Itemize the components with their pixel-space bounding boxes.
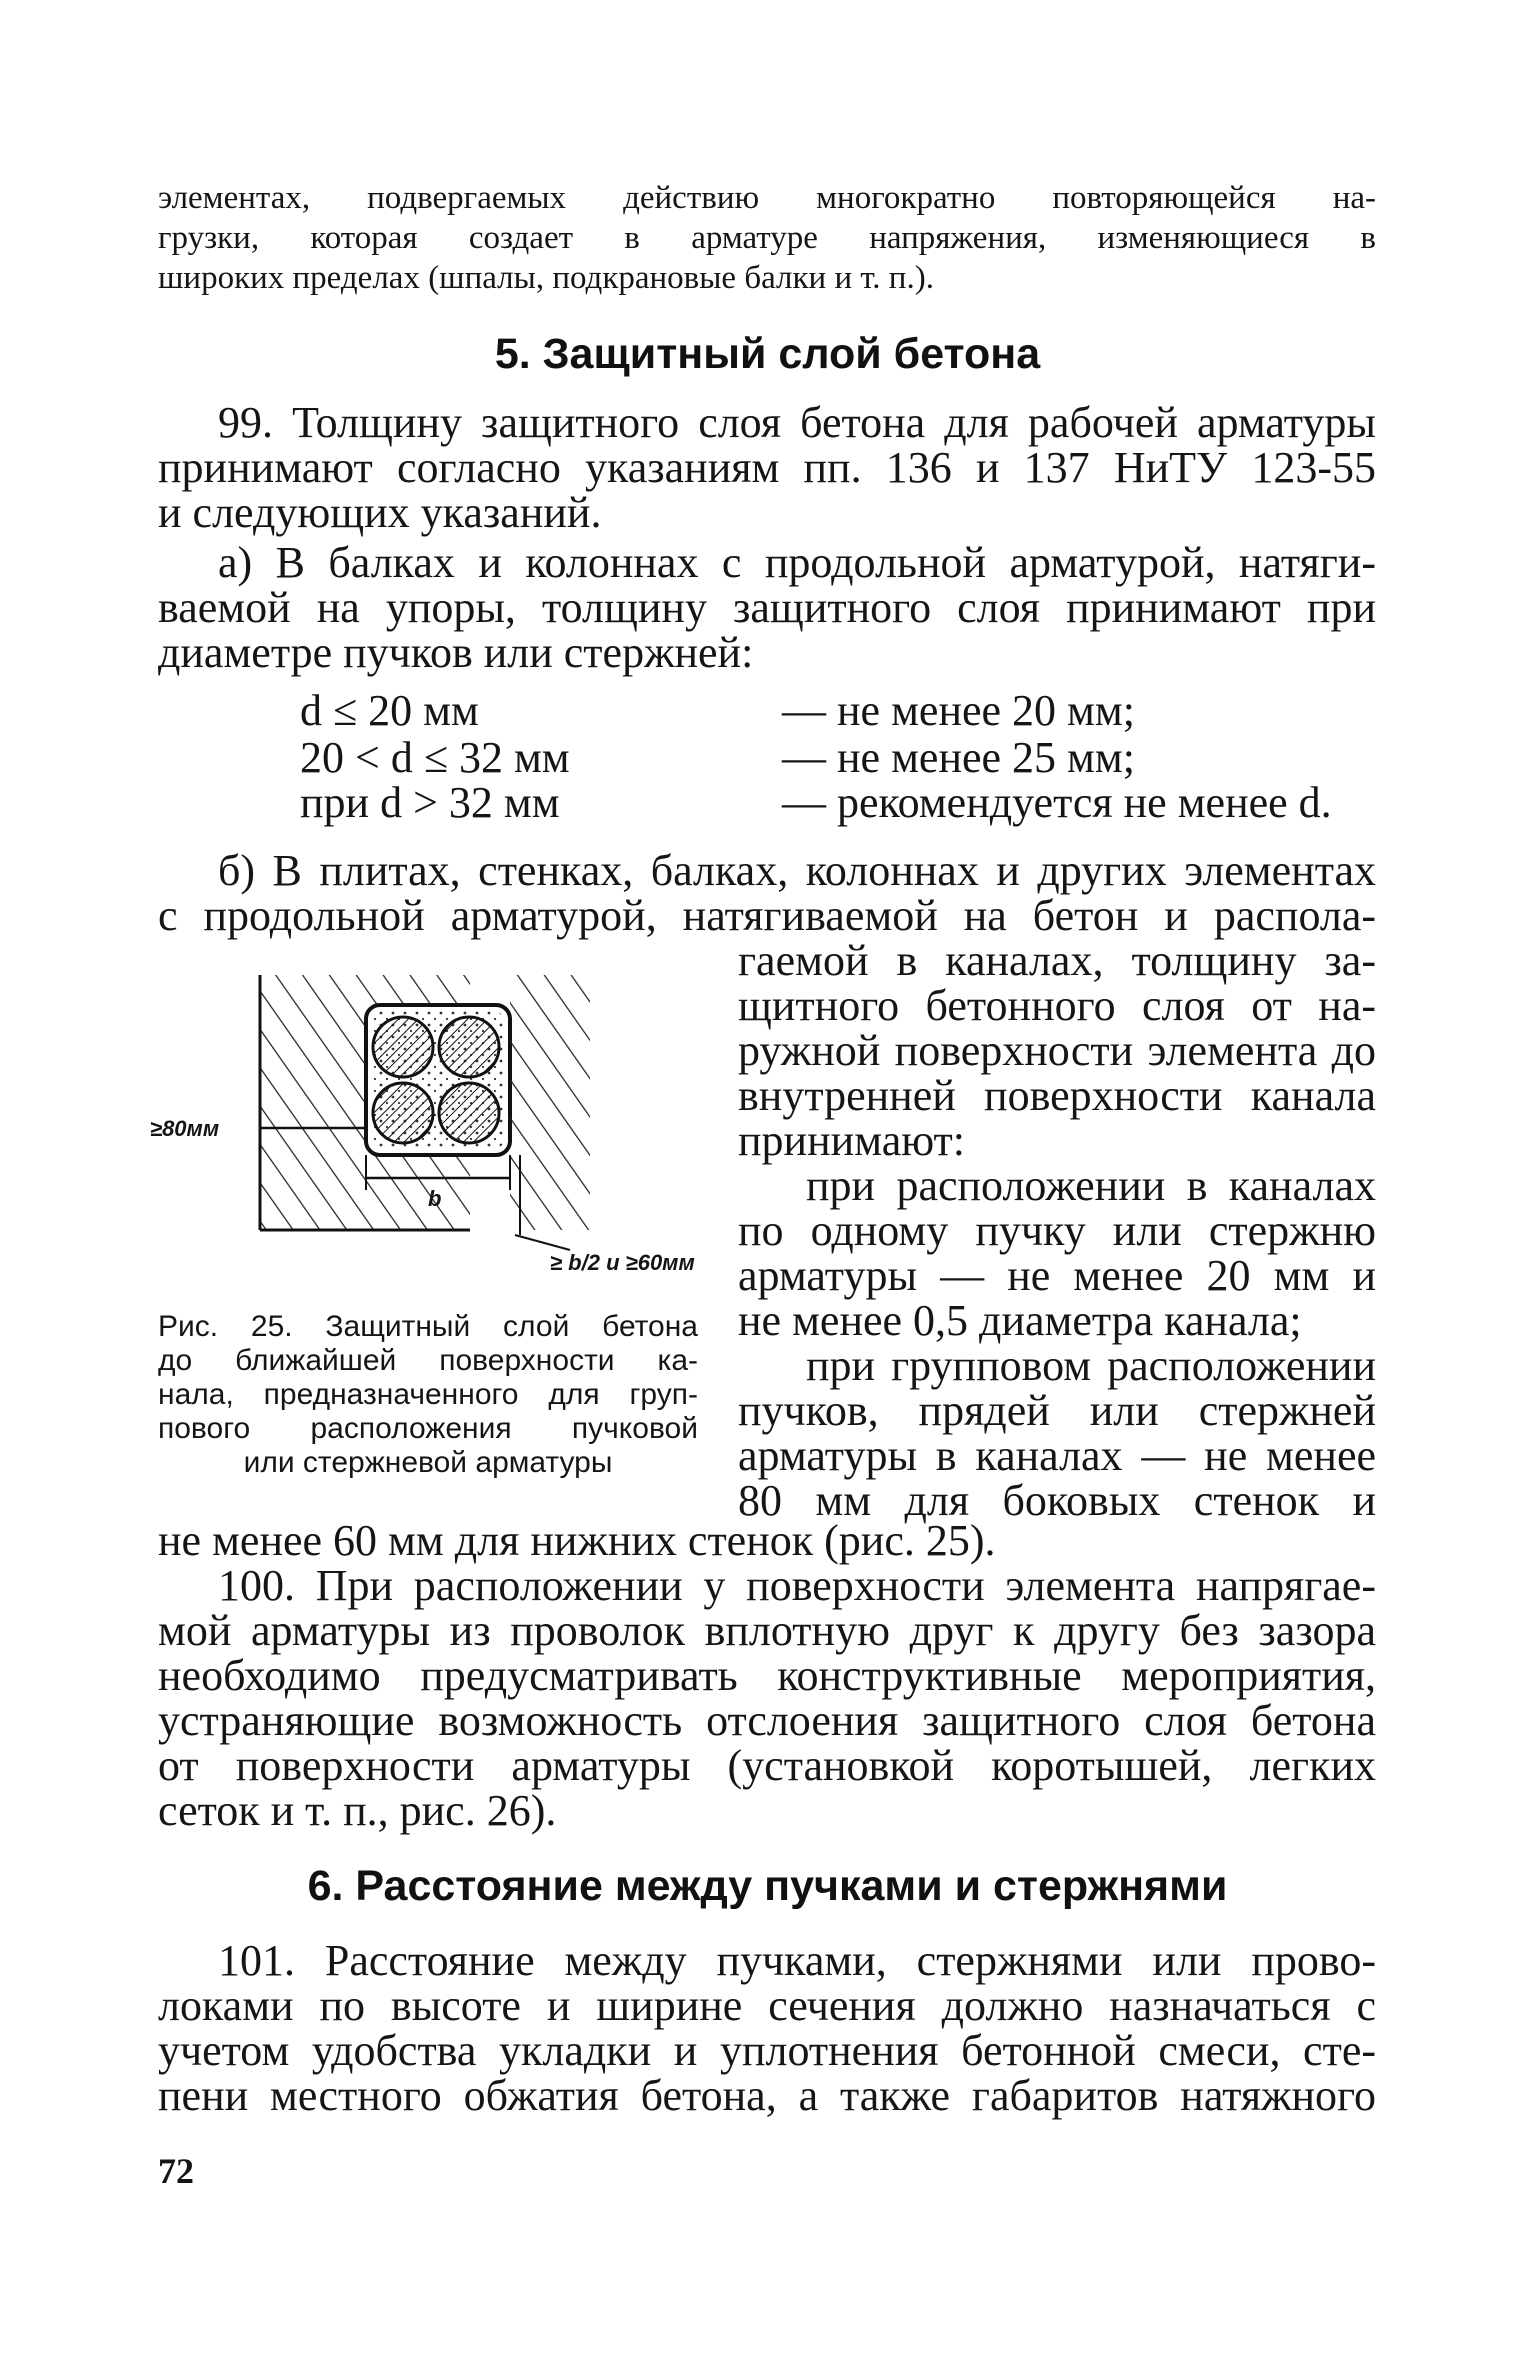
continued-paragraph [158, 178, 1376, 298]
paragraph-100 [158, 1563, 1376, 1833]
text-line: 101. Расстояние между пучками, стержнями или прово- [218, 1936, 1376, 1985]
condition-2: 20 < d ≤ 32 мм [300, 733, 570, 782]
section-heading: 5. Защитный слой бетона [494, 330, 1041, 378]
label-60mm: ≥ b/2 и ≥60мм [550, 1250, 695, 1275]
caption-line: Рис. 25. Защитный слой бетона [158, 1310, 698, 1343]
text-line: щитного бетонного слоя от на- [738, 981, 1376, 1030]
text-line: учетом удобства укладки и уплотнения бетонной смеси, сте- [158, 2026, 1376, 2075]
paragraph-101 [158, 1938, 1376, 2118]
text-line: пени местного обжатия бетона, а также габаритов натяжного [158, 2071, 1376, 2120]
text-line: ваемой на упоры, толщину защитного слоя принимают при [158, 583, 1376, 632]
bundle [373, 1017, 433, 1077]
section-heading: 6. Расстояние между пучками и стержнями [307, 1862, 1228, 1910]
text-line: пучков, прядей или стержней [738, 1386, 1376, 1435]
text-line: с продольной арматурой, натягиваемой на бетон и распола- [158, 891, 1376, 940]
text-line: устраняющие возможность отслоения защитного слоя бетона [158, 1696, 1376, 1745]
condition-1: d ≤ 20 мм [300, 686, 479, 735]
text-line: 99. Толщину защитного слоя бетона для рабочей арматуры [218, 398, 1376, 447]
result-2: — не менее 25 мм; [782, 733, 1135, 782]
paragraph-99 [158, 400, 1376, 535]
result-1: — не менее 20 мм; [782, 686, 1135, 735]
text-line: а) В балках и колоннах с продольной арматурой, натяги- [218, 538, 1376, 587]
text-line: по одному пучку или стержню [738, 1206, 1376, 1255]
caption-line: до ближайшей поверхности ка- [158, 1344, 698, 1377]
figure-25 [150, 950, 710, 1290]
bundle [439, 1083, 499, 1143]
text-line: мой арматуры из проволок вплотную друг к другу без зазора [158, 1606, 1376, 1655]
caption-line: или стержневой арматуры [243, 1446, 613, 1479]
paragraph-a [158, 540, 1376, 675]
text-line: принимают согласно указаниям пп. 136 и 137 НиТУ 123-55 [158, 443, 1376, 492]
paragraph-b-end [158, 1518, 1376, 1563]
text-line: 100. При расположении у поверхности элемента напрягае- [218, 1561, 1376, 1610]
text-line: необходимо предусматривать конструктивные мероприятия, [158, 1651, 1376, 1700]
text-line: при групповом расположении [806, 1341, 1376, 1390]
paragraph-b [158, 848, 1376, 938]
caption-line: нала, предназначенного для груп- [158, 1378, 698, 1411]
protective-layer-diagram [150, 950, 710, 1290]
text-line: локами по высоте и ширине сечения должно назначаться с [158, 1981, 1376, 2030]
text-line: не менее 0,5 диаметра канала; [738, 1296, 1302, 1345]
bundle [439, 1017, 499, 1077]
caption-line: пового расположения пучковой [158, 1412, 698, 1445]
text-line: арматуры — не менее 20 мм и [738, 1251, 1376, 1300]
text-line: ружной поверхности элемента до [738, 1026, 1376, 1075]
paragraph-b-wrap [738, 938, 1376, 1523]
text-line: грузки, которая создает в арматуре напряжения, изменяющиеся в [158, 220, 1376, 256]
text-line: принимают: [738, 1116, 966, 1165]
text-line: не менее 60 мм для нижних стенок (рис. 25). [158, 1516, 996, 1565]
text-line: диаметре пучков или стержней: [158, 628, 754, 677]
text-line: б) В плитах, стенках, балках, колоннах и других элементах [218, 846, 1376, 895]
condition-3: при d > 32 мм [300, 778, 560, 827]
text-line: сеток и т. п., рис. 26). [158, 1786, 557, 1835]
text-line: от поверхности арматуры (установкой коротышей, легких [158, 1741, 1376, 1790]
label-80mm: ≥80мм [150, 1116, 220, 1141]
text-line: 80 мм для боковых стенок и [738, 1476, 1376, 1525]
text-line: и следующих указаний. [158, 488, 602, 537]
text-line: элементах, подвергаемых действию многократно повторяющейся на- [158, 180, 1376, 216]
page-number: 72 [158, 2151, 194, 2191]
text-line: внутренней поверхности канала [738, 1071, 1376, 1120]
text-line: гаемой в каналах, толщину за- [738, 936, 1376, 985]
label-b: b [428, 1186, 442, 1211]
text-line: при расположении в каналах [806, 1161, 1376, 1210]
bundle [373, 1083, 433, 1143]
text-line: арматуры в каналах — не менее [738, 1431, 1376, 1480]
result-3: — рекомендуется не менее d. [782, 778, 1332, 827]
figure-caption [158, 1310, 698, 1480]
text-line: широких пределах (шпалы, подкрановые балки и т. п.). [158, 260, 934, 296]
